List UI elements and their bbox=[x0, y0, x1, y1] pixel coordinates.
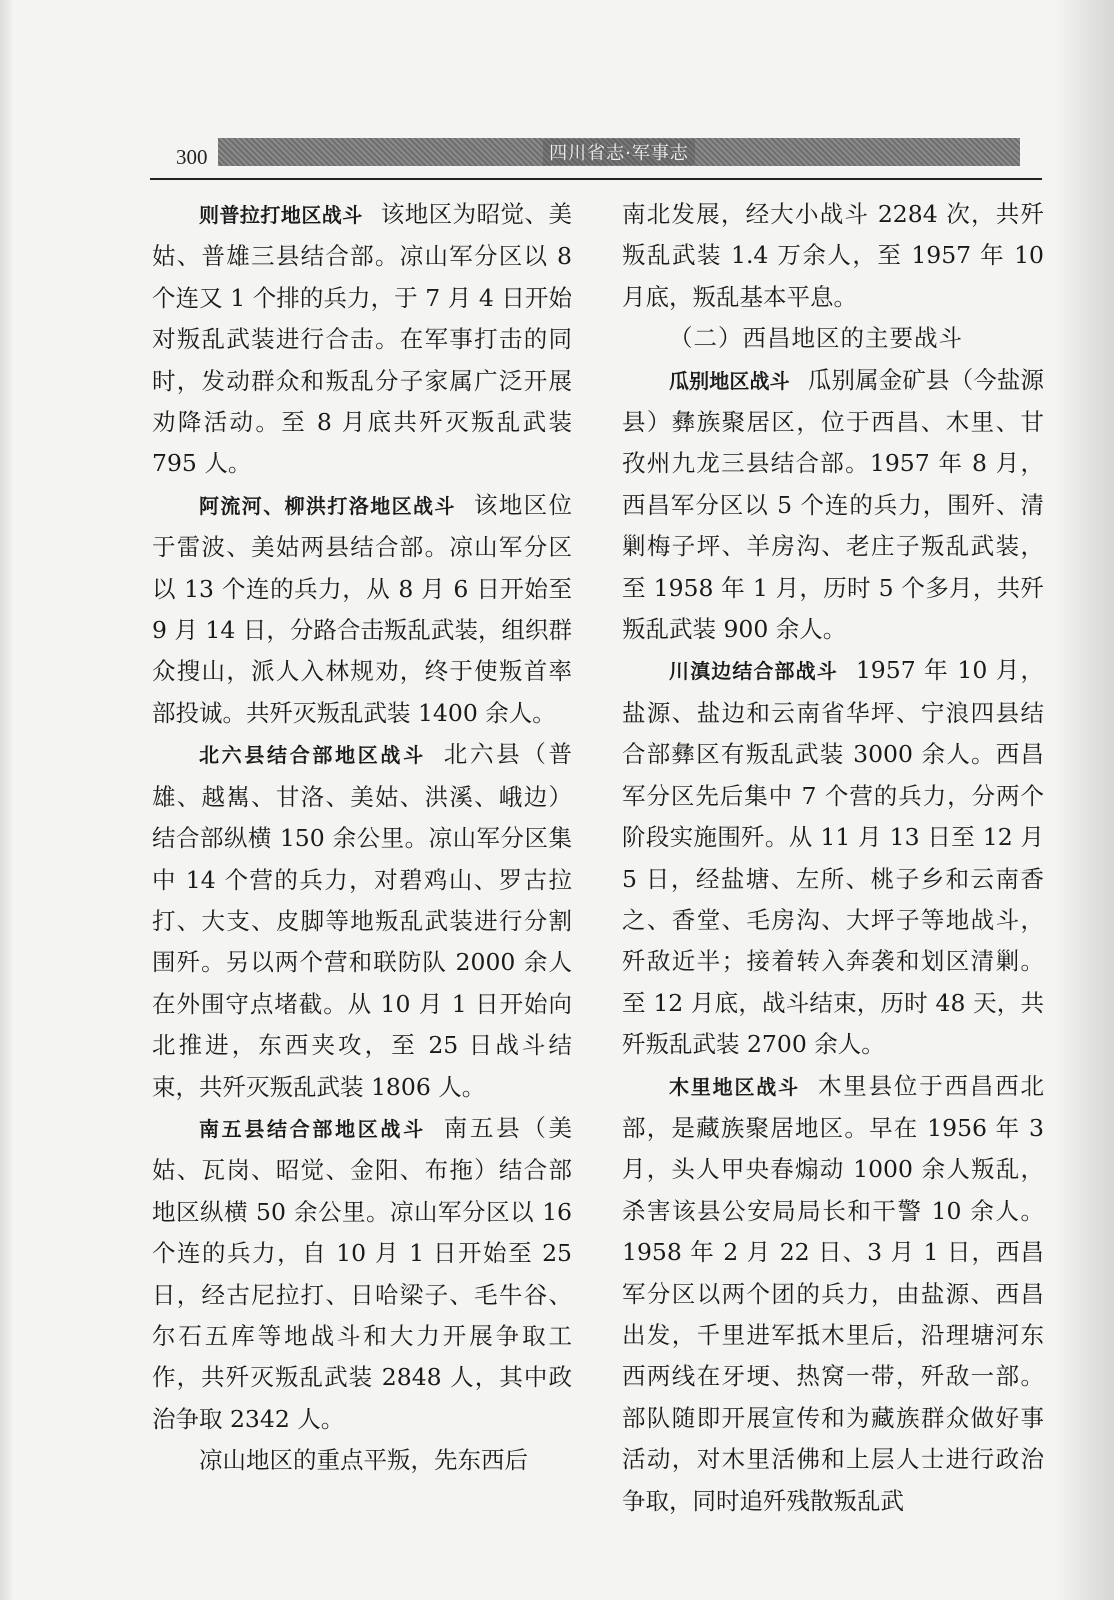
paragraph bbox=[152, 194, 572, 485]
page-right-shadow bbox=[1054, 0, 1114, 1600]
paragraph-text: 1957 年 10 月，盐源、盐边和云南省华坪、宁浪四县结合部彝区有叛乱武装 3000 余人。西昌军分区先后集中 7 个营的兵力，分两个阶段实施围歼。从 11 月 13 日至 12 月 5 日，经盐塘、左所、桃子乡和云南香之、香堂、毛房沟、大坪子等地战斗，歼敌近半；接着转入奔袭和划区清剿。至 12 月底，战斗结束，历时 48 天，共歼叛乱武装 2700 余人。 bbox=[622, 656, 1045, 1059]
paragraph-text: 南五县（美姑、瓦岗、昭觉、金阳、布拖）结合部地区纵横 50 余公里。凉山军分区以 16 个连的兵力，自 10 月 1 日开始至 25 日，经古尼拉打、日哈梁子、毛牛谷、尔石五库等地战斗和大力开展争取工作，共歼灭叛乱武装 2848 人，其中政治争取 2342 人。 bbox=[152, 1113, 573, 1433]
paragraph-text: 瓜别属金矿县（今盐源县）彝族聚居区，位于西昌、木里、甘孜州九龙三县结合部。1957 年 8 月，西昌军分区以 5 个连的兵力，围歼、清剿梅子坪、羊房沟、老庄子叛乱武装，至 1958 年 1 月，历时 5 个多月，共歼叛乱武装 900 余人。 bbox=[622, 365, 1045, 644]
section-subtitle: 北六县结合部地区战斗 bbox=[199, 743, 426, 768]
right-column bbox=[622, 194, 1044, 1522]
paragraph bbox=[152, 1108, 572, 1440]
paragraph bbox=[622, 360, 1044, 651]
section-subtitle: 则普拉打地区战斗 bbox=[199, 203, 363, 227]
section-subtitle: 阿流河、柳洪打洛地区战斗 bbox=[199, 493, 456, 518]
header-rule bbox=[150, 178, 1042, 180]
paragraph bbox=[622, 194, 1044, 318]
page-left-shadow bbox=[0, 0, 14, 1600]
left-column bbox=[152, 194, 572, 1482]
running-header-title: 四川省志·军事志 bbox=[543, 139, 695, 165]
paragraph-text: 北六县（普雄、越嶲、甘洛、美姑、洪溪、峨边）结合部纵横 150 余公里。凉山军分区集中 14 个营的兵力，对碧鸡山、罗古拉打、大支、皮脚等地叛乱武装进行分割围歼。另以两个营和联防队 2000 余人在外围守点堵截。从 10 月 1 日开始向北推进，东西夹攻，至 25 日战斗结束，共歼灭叛乱武装 1806 人。 bbox=[152, 740, 573, 1101]
paragraph bbox=[622, 1066, 1044, 1522]
page-number: 300 bbox=[176, 145, 208, 169]
paragraph-text: 该地区为昭觉、美姑、普雄三县结合部。凉山军分区以 8 个连又 1 个排的兵力，于 7 月 4 日开始对叛乱武装进行合击。在军事打击的同时，发动群众和叛乱分子家属广泛开展劝降活动。至 8 月底共歼灭叛乱武装 795 人。 bbox=[152, 200, 573, 478]
paragraph bbox=[152, 1440, 572, 1481]
paragraph bbox=[152, 485, 572, 734]
section-subtitle: 南五县结合部地区战斗 bbox=[199, 1116, 426, 1141]
paragraph bbox=[622, 650, 1044, 1065]
section-subtitle: 瓜别地区战斗 bbox=[669, 368, 790, 393]
running-header-band bbox=[218, 138, 1020, 166]
paragraph-text: 凉山地区的重点平叛，先东西后 bbox=[199, 1446, 528, 1475]
paragraph bbox=[152, 734, 572, 1108]
paragraph-text: 木里县位于西昌西北部，是藏族聚居地区。早在 1956 年 3 月，头人甲央春煽动 1000 余人叛乱，杀害该县公安局局长和干警 10 余人。1958 年 2 月 22 日、3 月 1 日，西昌军分区以两个团的兵力，由盐源、西昌出发，千里进军抵木里后，沿理塘河东西两线在牙埂、热窝一带，歼敌一部。部队随即开展宣传和为藏族群众做好事活动，对木里活佛和上层人士进行政治争取，同时追歼残散叛乱武 bbox=[622, 1071, 1045, 1515]
section-subtitle: 木里地区战斗 bbox=[669, 1074, 800, 1099]
section-subtitle: 川滇边结合部战斗 bbox=[669, 659, 838, 684]
section-heading-text: （二）西昌地区的主要战斗 bbox=[669, 324, 963, 353]
paragraph-text: 该地区位于雷波、美姑两县结合部。凉山军分区以 13 个连的兵力，从 8 月 6 日开始至 9 月 14 日，分路合击叛乱武装，组织群众搜山，派人入林规劝，终于使叛首率部投诚。共歼灭叛乱武装 1400 余人。 bbox=[152, 490, 573, 727]
section-heading bbox=[622, 318, 1044, 359]
paragraph-text: 南北发展，经大小战斗 2284 次，共歼叛乱武装 1.4 万余人，至 1957 年 10 月底，叛乱基本平息。 bbox=[622, 200, 1044, 311]
